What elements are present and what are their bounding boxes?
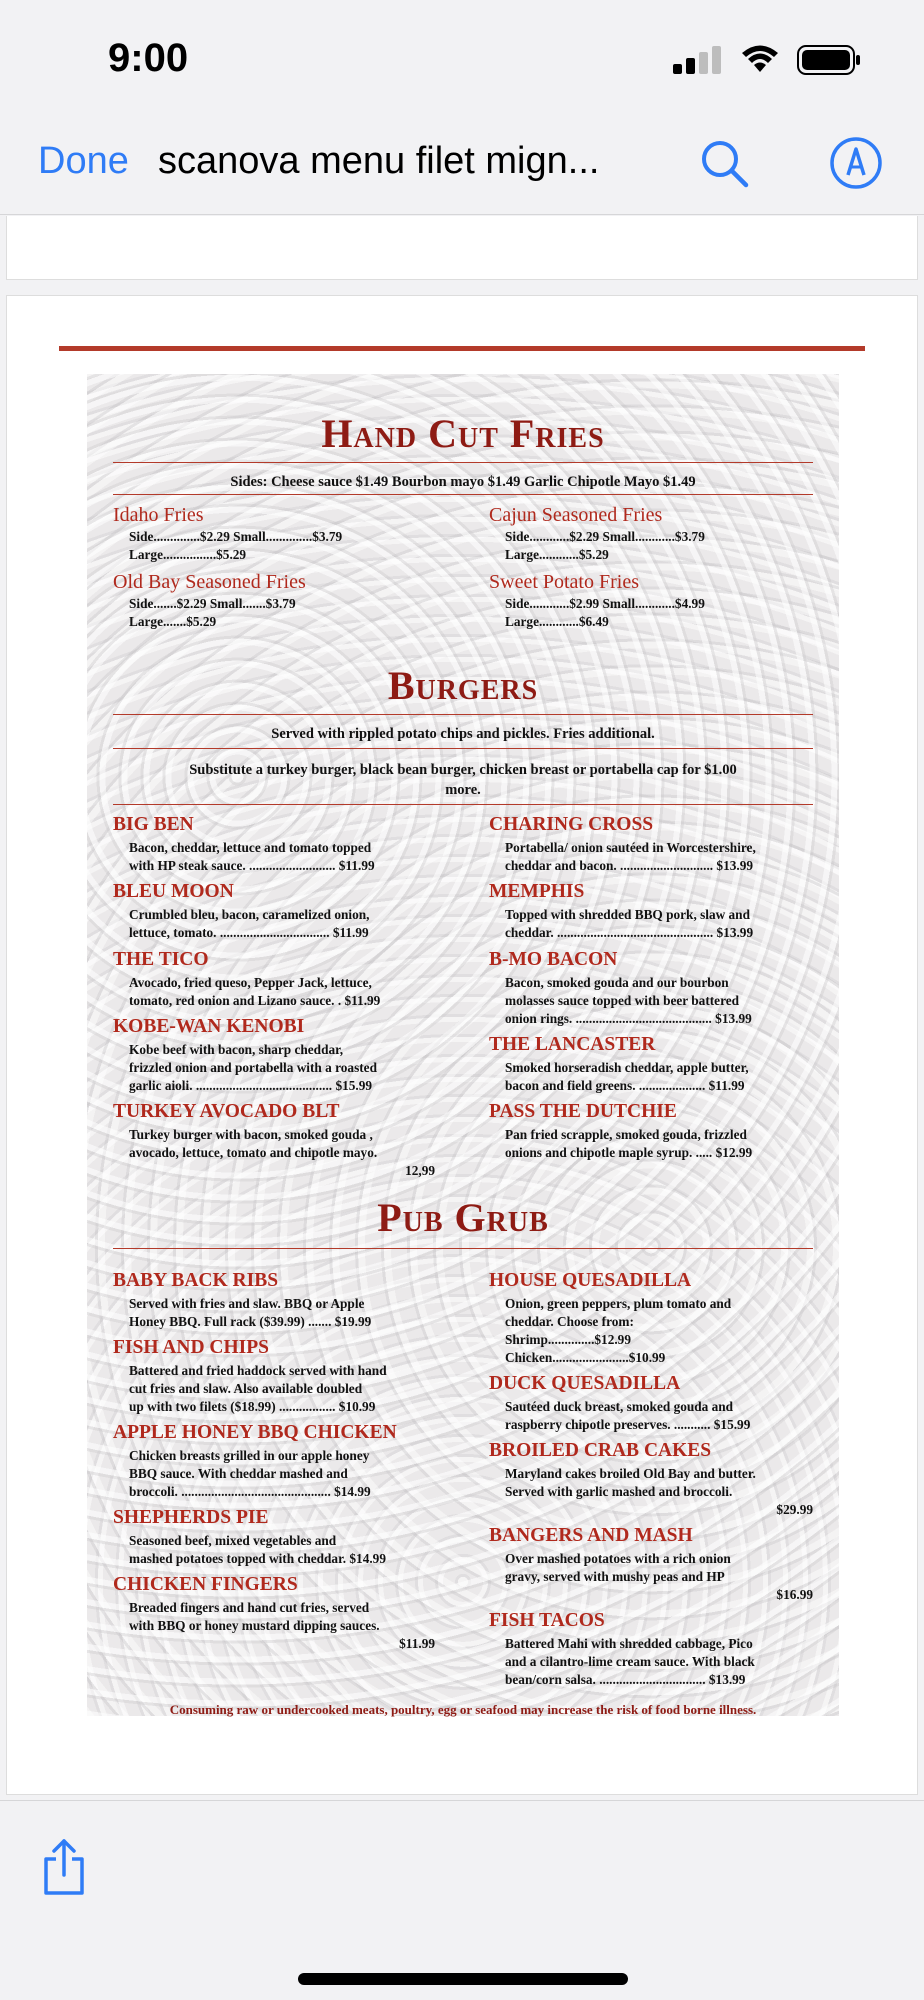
search-icon[interactable]	[694, 133, 754, 193]
item-desc: garlic aioli. ......................................... $15.99	[129, 1078, 373, 1093]
home-indicator[interactable]	[298, 1973, 628, 1985]
item-prices: Large............$5.29	[505, 547, 609, 562]
item-desc: cheddar and bacon. ............................ $13.99	[505, 858, 753, 873]
burgers-substitute-note: Substitute a turkey burger, black bean burger, chicken breast or portabella cap for $1.00	[189, 762, 737, 778]
wifi-icon	[741, 44, 779, 74]
page-divider	[59, 346, 865, 351]
item-desc: broccoli. ............................................. $14.99	[129, 1484, 371, 1499]
item-prices: Large............$6.49	[505, 614, 609, 629]
section-title-fries: Hand Cut Fries	[321, 411, 605, 456]
item-name: BIG BEN	[113, 814, 194, 835]
menu-sheet	[87, 374, 839, 1716]
status-bar	[0, 0, 924, 110]
fries-sides-note: Sides: Cheese sauce $1.49 Bourbon mayo $1.49 Garlic Chipotle Mayo $1.49	[230, 474, 696, 490]
item-desc: Kobe beef with bacon, sharp cheddar,	[129, 1042, 344, 1057]
item-name: Idaho Fries	[113, 504, 204, 526]
item-desc: Served with garlic mashed and broccoli.	[505, 1484, 733, 1499]
item-name: THE TICO	[113, 949, 209, 970]
item-desc: Chicken breasts grilled in our apple honey	[129, 1448, 370, 1463]
burgers-note: Served with rippled potato chips and pickles. Fries additional.	[271, 726, 655, 742]
item-name: B-MO BACON	[489, 949, 618, 970]
item-price: $11.99	[399, 1636, 435, 1651]
item-desc: bean/corn salsa. ................................ $13.99	[505, 1672, 746, 1687]
document-title: scanova menu filet mign...	[158, 140, 600, 182]
item-name: THE LANCASTER	[489, 1034, 656, 1055]
item-prices: Side..............$2.29 Small..............$3.79	[129, 529, 343, 544]
item-name: MEMPHIS	[489, 881, 585, 902]
divider	[113, 714, 813, 715]
divider	[113, 494, 813, 495]
item-desc: up with two filets ($18.99) ................. $10.99	[129, 1399, 376, 1414]
cellular-signal-icon	[673, 44, 721, 74]
item-price: $29.99	[776, 1502, 813, 1517]
markup-pen-icon[interactable]	[826, 133, 886, 193]
item-desc: molasses sauce topped with beer battered	[505, 993, 740, 1008]
item-desc: tomato, red onion and Lizano sauce. . $11.99	[129, 993, 381, 1008]
item-desc: Onion, green peppers, plum tomato and	[505, 1296, 732, 1311]
item-name: BROILED CRAB CAKES	[489, 1440, 712, 1461]
item-price: 12,99	[405, 1163, 435, 1178]
item-desc: and a cilantro-lime cream sauce. With black	[505, 1654, 755, 1669]
item-name: Sweet Potato Fries	[489, 571, 639, 593]
item-desc: cheddar. ............................................... $13.99	[505, 925, 754, 940]
item-desc: avocado, lettuce, tomato and chipotle mayo.	[129, 1145, 378, 1160]
item-name: PASS THE DUTCHIE	[489, 1101, 677, 1122]
item-prices: Side............$2.29 Small............$3.79	[505, 529, 705, 544]
item-desc: gravy, served with mushy peas and HP	[505, 1569, 725, 1584]
item-name: BABY BACK RIBS	[113, 1270, 279, 1291]
item-desc: frizzled onion and portabella with a roasted	[129, 1060, 377, 1075]
navigation-bar	[0, 110, 924, 215]
item-desc: Bacon, cheddar, lettuce and tomato topped	[129, 840, 372, 855]
item-prices: Side.......$2.29 Small.......$3.79	[129, 596, 296, 611]
battery-icon	[797, 45, 861, 75]
item-desc: Turkey burger with bacon, smoked gouda ,	[129, 1127, 373, 1142]
item-prices: Large................$5.29	[129, 547, 247, 562]
item-desc: cheddar. Choose from:	[505, 1314, 634, 1329]
item-name: Old Bay Seasoned Fries	[113, 571, 306, 593]
item-desc: Battered Mahi with shredded cabbage, Pico	[505, 1636, 753, 1651]
done-button[interactable]: Done	[38, 140, 129, 182]
item-desc: Bacon, smoked gouda and our bourbon	[505, 975, 729, 990]
item-desc: Smoked horseradish cheddar, apple butter,	[505, 1060, 749, 1075]
item-desc: Maryland cakes broiled Old Bay and butter.	[505, 1466, 756, 1481]
item-desc: Seasoned beef, mixed vegetables and	[129, 1533, 337, 1548]
item-desc: Battered and fried haddock served with hand	[129, 1363, 387, 1378]
item-prices: Side............$2.99 Small............$4.99	[505, 596, 705, 611]
item-desc: Chicken.......................$10.99	[505, 1350, 666, 1365]
item-name: SHEPHERDS PIE	[113, 1507, 269, 1528]
item-desc: Crumbled bleu, bacon, caramelized onion,	[129, 907, 370, 922]
divider	[113, 804, 813, 805]
item-desc: Portabella/ onion sautéed in Worcestershire,	[505, 840, 756, 855]
item-desc: Avocado, fried queso, Pepper Jack, lettuce,	[129, 975, 372, 990]
divider	[113, 462, 813, 463]
item-name: APPLE HONEY BBQ CHICKEN	[113, 1422, 397, 1443]
item-desc: Pan fried scrapple, smoked gouda, frizzled	[505, 1127, 747, 1142]
item-desc: raspberry chipotle preserves. ........... $15.99	[505, 1417, 751, 1432]
item-desc: lettuce, tomato. ................................. $11.99	[129, 925, 369, 940]
section-title-pub-grub: Pub Grub	[377, 1195, 549, 1240]
item-name: BLEU MOON	[113, 881, 234, 902]
item-desc: Honey BBQ. Full rack ($39.99) ....... $19.99	[129, 1314, 372, 1329]
item-name: FISH AND CHIPS	[113, 1337, 270, 1358]
item-name: FISH TACOS	[489, 1610, 605, 1631]
item-desc: with HP steak sauce. .......................... $11.99	[129, 858, 375, 873]
item-desc: with BBQ or honey mustard dipping sauces.	[129, 1618, 380, 1633]
share-icon[interactable]	[40, 1837, 88, 1897]
item-name: CHICKEN FINGERS	[113, 1574, 298, 1595]
food-safety-notice: Consuming raw or undercooked meats, poultry, egg or seafood may increase the risk of food borne illness.	[169, 1702, 757, 1717]
divider	[113, 748, 813, 749]
item-desc: Over mashed potatoes with a rich onion	[505, 1551, 731, 1566]
item-desc: Breaded fingers and hand cut fries, served	[129, 1600, 370, 1615]
item-name: BANGERS AND MASH	[489, 1525, 693, 1546]
status-time: 9:00	[108, 36, 189, 80]
item-desc: onion rings. ......................................... $13.99	[505, 1011, 752, 1026]
item-name: Cajun Seasoned Fries	[489, 504, 663, 526]
item-name: CHARING CROSS	[489, 814, 654, 835]
item-prices: Large.......$5.29	[129, 614, 217, 629]
item-desc: cut fries and slaw. Also available doubled	[129, 1381, 363, 1396]
item-name: DUCK QUESADILLA	[489, 1373, 681, 1394]
previous-page	[6, 216, 918, 280]
item-name: HOUSE QUESADILLA	[489, 1270, 692, 1291]
document-page	[6, 295, 918, 1795]
item-price: $16.99	[776, 1587, 813, 1602]
item-name: TURKEY AVOCADO BLT	[113, 1101, 340, 1122]
item-desc: onions and chipotle maple syrup. ..... $12.99	[505, 1145, 753, 1160]
item-desc: Topped with shredded BBQ pork, slaw and	[505, 907, 750, 922]
section-title-burgers: Burgers	[387, 663, 539, 708]
item-desc: BBQ sauce. With cheddar mashed and	[129, 1466, 348, 1481]
item-desc: mashed potatoes topped with cheddar. $14.99	[129, 1551, 386, 1566]
item-name: KOBE-WAN KENOBI	[113, 1016, 305, 1037]
item-desc: Sautéed duck breast, smoked gouda and	[505, 1399, 734, 1414]
item-desc: Shrimp..............$12.99	[505, 1332, 631, 1347]
bottom-toolbar	[0, 1800, 924, 2000]
divider	[113, 1248, 813, 1249]
item-desc: Served with fries and slaw. BBQ or Apple	[129, 1296, 365, 1311]
item-desc: bacon and field greens. .................... $11.99	[505, 1078, 745, 1093]
burgers-substitute-note-cont: more.	[445, 782, 481, 798]
